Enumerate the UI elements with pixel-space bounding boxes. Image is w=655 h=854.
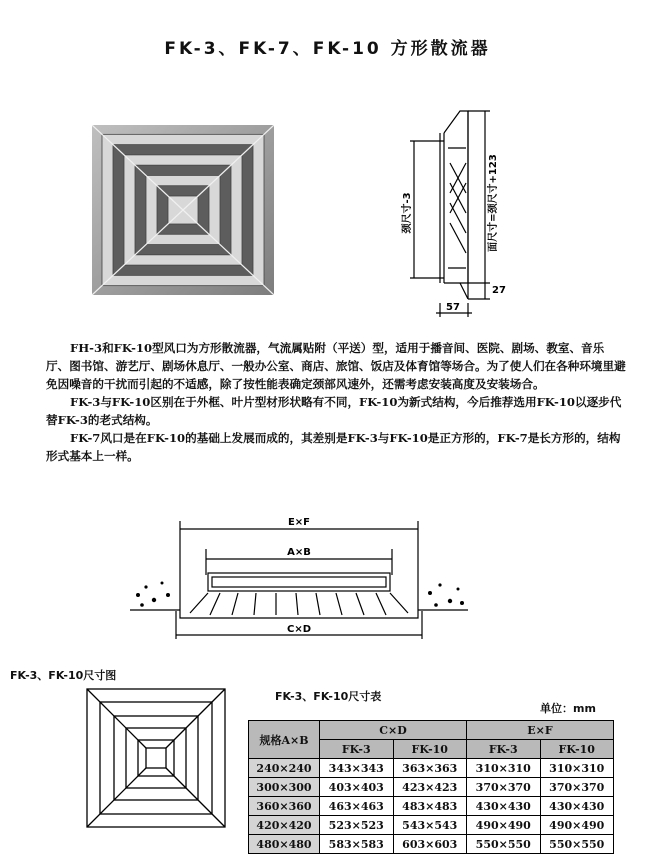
table-cell: 430×430: [467, 797, 541, 816]
table-cell: 483×483: [393, 797, 467, 816]
table-row: [249, 835, 614, 854]
sub-header: FK-10: [393, 740, 467, 759]
table-cell: 423×423: [393, 778, 467, 797]
side-view-drawing: [400, 103, 510, 319]
size-figure-caption: FK-3、FK-10尺寸图: [10, 669, 117, 682]
cd-group-header: C×D: [320, 721, 467, 740]
table-cell: 543×543: [393, 816, 467, 835]
face-size-label: 面尺寸=颈尺寸+123: [488, 154, 499, 252]
paragraph-3: FK-7风口是在FK-10的基础上发展而成的，其差别是FK-3与FK-10是正方形的，FK-7是长方形的，结构形式基本上一样。: [46, 431, 621, 463]
table-cell: 310×310: [467, 759, 541, 778]
table-cell: 360×360: [249, 797, 320, 816]
table-cell: 310×310: [540, 759, 614, 778]
unit-label: 单位：mm: [540, 702, 596, 715]
cd-dim-label: C×D: [286, 624, 312, 635]
table-cell: 430×430: [540, 797, 614, 816]
table-cell: 523×523: [320, 816, 394, 835]
table-cell: 550×550: [467, 835, 541, 854]
table-cell: 550×550: [540, 835, 614, 854]
section-diagram: [120, 515, 470, 645]
front-view-drawing: [86, 688, 226, 828]
table-cell: 300×300: [249, 778, 320, 797]
table-cell: 343×343: [320, 759, 394, 778]
description-text: [46, 339, 626, 465]
table-cell: 363×363: [393, 759, 467, 778]
table-cell: 480×480: [249, 835, 320, 854]
table-cell: 370×370: [467, 778, 541, 797]
page-title: FK-3、FK-7、FK-10 方形散流器: [164, 39, 491, 59]
paragraph-2: FK-3与FK-10区别在于外框、叶片型材形状略有不同，FK-10为新式结构，今后推荐选用FK-10以逐步代替FK-3的老式结构。: [46, 395, 622, 427]
table-row: [249, 778, 614, 797]
neck-size-label: 颈尺寸-3: [402, 192, 413, 234]
table-row: [249, 797, 614, 816]
ef-group-header: E×F: [467, 721, 614, 740]
dim-27-label: 27: [492, 285, 506, 296]
dim-57-label: 57: [446, 302, 460, 313]
table-row: [249, 816, 614, 835]
table-cell: 490×490: [540, 816, 614, 835]
ab-dim-label: A×B: [287, 547, 311, 558]
paragraph-1: FH-3和FK-10型风口为方形散流器，气流属贴附（平送）型，适用于播音间、医院、剧场、教室、音乐厅、图书馆、游艺厅、剧场休息厅、一般办公室、商店、旅馆、饭店及体育馆等场合。为了使人们在各种环境里避免因噪音的干扰而引起的不适感，除了按性能表确定颈部风速外，还需考虑安装高度及安装场合。: [46, 341, 626, 391]
sub-header: FK-3: [467, 740, 541, 759]
sub-header: FK-3: [320, 740, 394, 759]
table-cell: 240×240: [249, 759, 320, 778]
table-row: [249, 759, 614, 778]
table-cell: 463×463: [320, 797, 394, 816]
table-cell: 603×603: [393, 835, 467, 854]
size-table: [248, 720, 614, 854]
diffuser-photo: [92, 125, 274, 295]
table-cell: 490×490: [467, 816, 541, 835]
table-caption: FK-3、FK-10尺寸表: [275, 690, 382, 703]
sub-header: FK-10: [540, 740, 614, 759]
ef-dim-label: E×F: [287, 517, 311, 528]
table-cell: 403×403: [320, 778, 394, 797]
table-cell: 370×370: [540, 778, 614, 797]
spec-header: 规格A×B: [249, 721, 320, 759]
table-cell: 420×420: [249, 816, 320, 835]
table-cell: 583×583: [320, 835, 394, 854]
